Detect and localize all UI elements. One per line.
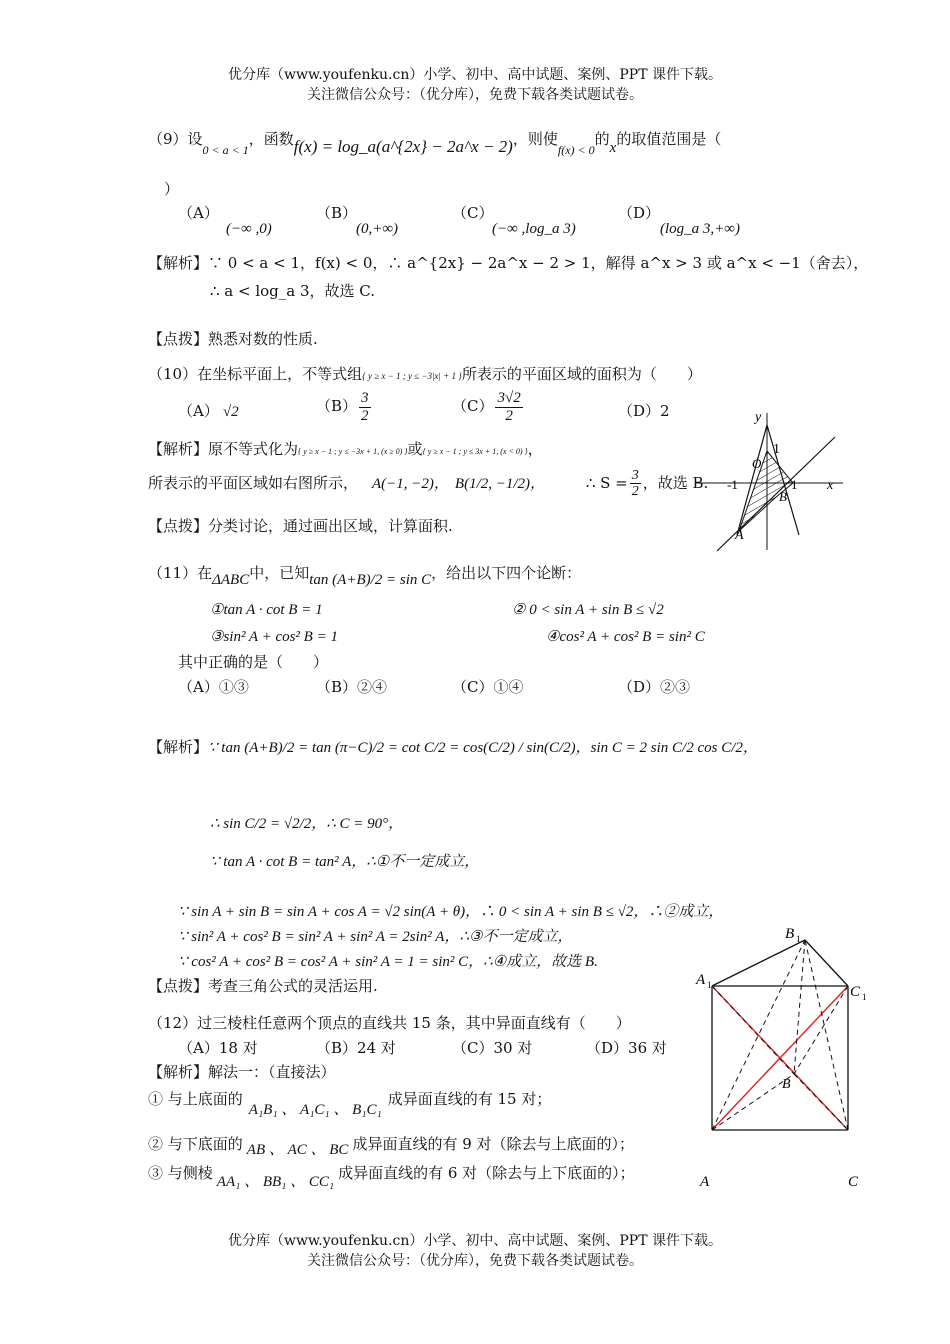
q12-option-c: （C）30 对 <box>452 1039 533 1057</box>
footer-line-1: 优分库（www.youfenku.cn）小学、初中、高中试题、案例、PPT 课件下载。 <box>227 1233 722 1249</box>
edge-b-c <box>794 1074 848 1130</box>
q10-region-figure <box>695 405 845 555</box>
q9-option-d: （D） (log_a 3,+∞) <box>618 204 740 237</box>
q12-solution-1: 【解析】解法一：（直接法） <box>148 1063 336 1081</box>
q11-option-d: （D）②③ <box>618 678 691 696</box>
q12-option-b: （B）24 对 <box>316 1039 396 1057</box>
q11-claim-3: ③sin² A + cos² B = 1 <box>210 629 338 645</box>
q9-option-b: （B） (0,+∞) <box>316 204 399 237</box>
q12-line-3: ③ 与侧棱 AA₁ 、 BB₁ 、 CC₁ 成异面直线的有 6 对（除去与上下底面的）； <box>148 1164 635 1190</box>
q11-solution-1: 【解析】∵ tan (A+B)/2 = tan (π−C)/2 = cot C/2 = cos(C/2) / sin(C/2)，sin C = 2 sin C/2 cos C/2， <box>148 738 758 756</box>
q11-solution-3: ∵ tan A · cot B = tan² A，∴①不一定成立， <box>210 854 480 870</box>
q9-option-c: （C） (−∞ ,log_a 3) <box>452 204 576 237</box>
edge-a1-b1 <box>712 940 805 986</box>
q11-stem: （11）在ΔABC中，已知tan (A+B)/2 = sin C，给出以下四个论断： <box>148 564 582 588</box>
fig-one-y: 1 <box>773 442 780 457</box>
diagonal-c1-b <box>794 986 848 1074</box>
label-a1: A <box>696 972 706 988</box>
q11-solution-4: ∵ sin A + sin B = sin A + cos A = √2 sin(A + θ)，∴ 0 < sin A + sin B ≤ √2，∴②成立， <box>178 904 724 920</box>
q9-stem: （9）设$_{0 < a < 1}$，函数f(x) = log_a(a^{2x} − 2a^x − 2)，则使$_{f(x) < 0}$的x的取值范围是（ <box>148 130 722 157</box>
q10-solution-1: 【解析】原不等式化为{ y ≥ x − 1 ; y ≤ −3x + 1, (x ≥ 0) }或{ y ≥ x − 1 ; y ≤ 3x + 1, (x < 0) }， <box>148 440 543 458</box>
q9-solution-1: 【解析】∵ 0 < a < 1，f(x) < 0，∴ a^{2x} − 2a^x − 2 > 1，解得 a^x > 3 或 a^x < −1（舍去）， <box>148 254 869 272</box>
diagonal-c-b1 <box>805 940 848 1130</box>
q9-solution-2: ∴ a < log_a 3，故选 C. <box>210 282 376 300</box>
q11-option-a: （A）①③ <box>178 678 249 696</box>
label-a1-sub: 1 <box>707 980 712 990</box>
label-c1: C <box>850 984 861 1000</box>
q11-option-b: （B）②④ <box>316 678 388 696</box>
label-b: B <box>782 1077 791 1092</box>
fig-one-x: 1 <box>791 477 798 492</box>
fig-origin: O <box>752 456 762 471</box>
header-line-2: 关注微信公众号：（优分库），免费下载各类试题试卷。 <box>307 87 643 103</box>
fig-neg-one: -1 <box>727 477 738 492</box>
footer-line-2: 关注微信公众号：（优分库），免费下载各类试题试卷。 <box>307 1253 643 1269</box>
fig-x-label: x <box>827 478 834 493</box>
fig-point-a: A <box>735 528 744 543</box>
q9-stem-close: ） <box>164 180 180 198</box>
q9-option-a: （A） (−∞ ,0) <box>178 204 272 237</box>
q11-solution-5: ∵ sin² A + cos² B = sin² A + sin² A = 2sin² A，∴③不一定成立， <box>178 929 573 945</box>
q11-option-c: （C）①④ <box>452 678 524 696</box>
q11-claim-4: ④cos² A + cos² B = sin² C <box>546 629 705 645</box>
q12-line-1: ① 与上底面的A₁B₁ 、 A₁C₁ 、 B₁C₁成异面直线的有 15 对； <box>148 1090 552 1118</box>
label-c1-sub: 1 <box>862 992 867 1002</box>
fig-y-label: y <box>755 410 762 425</box>
label-b1-sub: 1 <box>796 934 801 944</box>
q11-solution-2: ∴ sin C/2 = √2/2，∴ C = 90°， <box>210 816 404 832</box>
q10-option-c: （C） $\frac{3√2}{2}$ <box>452 390 521 424</box>
q9-tip: 【点拨】熟悉对数的性质. <box>148 330 318 348</box>
q12-stem: （12）过三棱柱任意两个顶点的直线共 15 条，其中异面直线有（ ） <box>148 1014 631 1032</box>
q11-claim-1: ①tan A · cot B = 1 <box>210 602 323 618</box>
q11-solution-6: ∵ cos² A + cos² B = cos² A + sin² A = 1 = sin² C，∴④成立，故选 B. <box>178 954 598 970</box>
header-line-1: 优分库（www.youfenku.cn）小学、初中、高中试题、案例、PPT 课件下载。 <box>227 67 722 83</box>
q12-option-d: （D）36 对 <box>586 1039 667 1057</box>
q10-option-a: （A） √2 <box>178 402 239 420</box>
edge-b1-c1 <box>805 940 848 986</box>
q11-which: 其中正确的是（ ） <box>178 653 329 671</box>
q10-solution-2: 所表示的平面区域如右图所示， A(−1, −2)， B(1/2, −1/2)， ∴ S = $\frac{3}{2}$ ，故选 B. <box>148 468 709 500</box>
q10-option-b: （B） $\frac{3}{2}$ <box>316 390 369 424</box>
q12-line-2: ② 与下底面的 AB 、 AC 、 BC 成异面直线的有 9 对（除去与上底面的）； <box>148 1135 635 1158</box>
q12-prism-figure <box>690 918 880 1198</box>
fig-point-b: B <box>779 489 787 504</box>
q10-stem: （10）在坐标平面上，不等式组{ y ≥ x − 1 ; y ≤ −3|x| + 1 }所表示的平面区域的面积为（ ） <box>148 365 702 383</box>
label-b1: B <box>785 926 795 942</box>
q10-tip: 【点拨】分类讨论，通过画出区域，计算面积. <box>148 517 453 535</box>
label-a: A <box>700 1174 710 1190</box>
q12-option-a: （A）18 对 <box>178 1039 258 1057</box>
label-c: C <box>848 1174 859 1190</box>
q11-tip: 【点拨】考查三角公式的灵活运用. <box>148 977 378 995</box>
q11-claim-2: ② 0 < sin A + sin B ≤ √2 <box>512 602 664 618</box>
q10-option-d: （D）2 <box>618 402 670 420</box>
